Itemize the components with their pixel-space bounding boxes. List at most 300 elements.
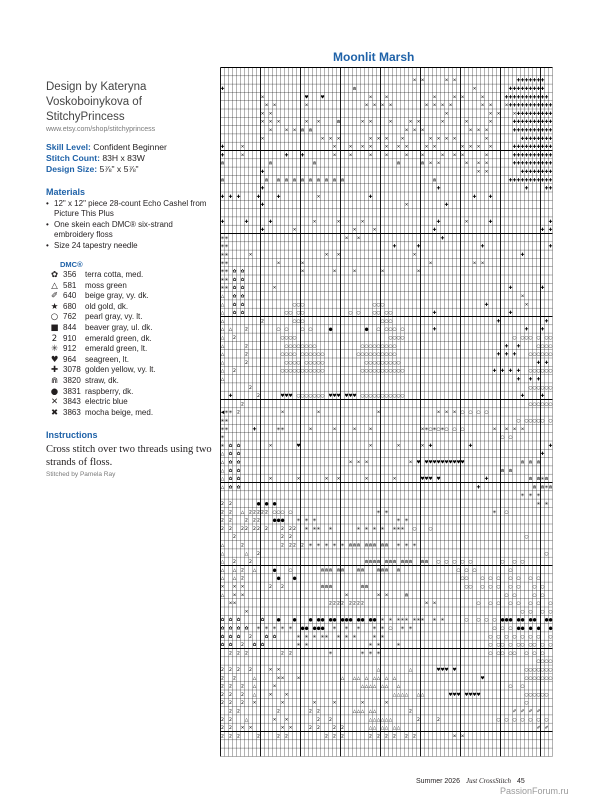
circle-symbol: ○ bbox=[520, 717, 525, 723]
legend-floss-number: 3831 bbox=[63, 386, 81, 396]
two-symbol: 2 bbox=[289, 535, 292, 541]
heart-symbol: ♥ bbox=[440, 667, 445, 673]
triangle-symbol: △ bbox=[220, 294, 225, 300]
asterisk-symbol: ✳ bbox=[272, 626, 277, 632]
two-symbol: 2 bbox=[281, 584, 284, 590]
two-symbol: 2 bbox=[237, 651, 240, 657]
asterisk-symbol: ✳ bbox=[276, 427, 281, 433]
cross-symbol: ✕ bbox=[444, 78, 449, 84]
plus-symbol: ✚ bbox=[524, 128, 529, 134]
materials-item: • 12" x 12" piece 28-count Echo Cashel from Picture This Plus bbox=[46, 199, 214, 220]
circle-symbol: ○ bbox=[528, 402, 533, 408]
cross-symbol: ✕ bbox=[272, 103, 277, 109]
circle-symbol: ○ bbox=[364, 369, 369, 375]
dot-symbol: ● bbox=[300, 626, 305, 632]
plus-symbol: ✚ bbox=[516, 344, 521, 350]
triangle-symbol: △ bbox=[384, 717, 389, 723]
plus-symbol: ✚ bbox=[520, 252, 525, 258]
legend-symbol: ✕ bbox=[50, 397, 59, 408]
flower-symbol: ✿ bbox=[228, 626, 233, 632]
asterisk-symbol: ✳ bbox=[416, 618, 421, 624]
plus-symbol: ✚ bbox=[540, 103, 545, 109]
two-symbol: 2 bbox=[257, 510, 260, 516]
circle-symbol: ○ bbox=[512, 335, 517, 341]
circle-symbol: ○ bbox=[320, 369, 325, 375]
asterisk-symbol: ✳ bbox=[224, 410, 229, 416]
plus-symbol: ✚ bbox=[472, 194, 477, 200]
circle-symbol: ○ bbox=[368, 352, 373, 358]
cross-symbol: ✕ bbox=[324, 477, 329, 483]
plus-symbol: ✚ bbox=[544, 169, 549, 175]
circle-symbol: ○ bbox=[320, 352, 325, 358]
triangle-symbol: △ bbox=[372, 676, 377, 682]
two-symbol: 2 bbox=[393, 734, 396, 740]
circle-symbol: ○ bbox=[528, 418, 533, 424]
asterisk-symbol: ✳ bbox=[312, 518, 317, 524]
cross-symbol: ✕ bbox=[268, 692, 273, 698]
designer-line: Voskoboinykova of bbox=[46, 96, 142, 108]
cross-symbol: ✕ bbox=[376, 410, 381, 416]
plus-symbol: ✚ bbox=[524, 153, 529, 159]
two-symbol: 2 bbox=[385, 734, 388, 740]
plus-symbol: ✚ bbox=[392, 244, 397, 250]
flower-symbol: ✿ bbox=[240, 269, 245, 275]
asterisk-symbol: ✳ bbox=[328, 526, 333, 532]
circle-symbol: ○ bbox=[540, 659, 545, 665]
cross-symbol: ✕ bbox=[384, 701, 389, 707]
circle-symbol: ○ bbox=[360, 369, 365, 375]
two-symbol: 2 bbox=[221, 684, 224, 690]
cross-symbol: ✕ bbox=[380, 103, 385, 109]
arch-symbol: ⋒ bbox=[364, 584, 369, 590]
arch-symbol: ⋒ bbox=[360, 568, 365, 574]
asterisk-symbol: ✳ bbox=[360, 651, 365, 657]
asterisk-symbol: ✳ bbox=[304, 634, 309, 640]
circle-symbol: ○ bbox=[532, 369, 537, 375]
legend-row bbox=[46, 291, 214, 302]
heart-symbol: ♥ bbox=[476, 692, 481, 698]
arch-symbol: ⋒ bbox=[392, 560, 397, 566]
pencil-symbol: ✐ bbox=[536, 726, 541, 732]
asterisk-symbol: ✳ bbox=[396, 518, 401, 524]
circle-symbol: ○ bbox=[528, 601, 533, 607]
two-symbol: 2 bbox=[245, 352, 248, 358]
circle-symbol: ○ bbox=[536, 344, 541, 350]
flower-symbol: ✿ bbox=[232, 269, 237, 275]
spec-value: 83H x 83W bbox=[102, 153, 145, 163]
asterisk-symbol: ✳ bbox=[296, 634, 301, 640]
circle-symbol: ○ bbox=[540, 651, 545, 657]
asterisk-symbol: ✳ bbox=[324, 543, 329, 549]
cross-symbol: ✕ bbox=[504, 103, 509, 109]
asterisk-symbol: ✳ bbox=[332, 626, 337, 632]
circle-symbol: ○ bbox=[536, 402, 541, 408]
arch-symbol: ⋒ bbox=[376, 568, 381, 574]
dot-symbol: ● bbox=[264, 501, 269, 507]
cross-symbol: ✕ bbox=[348, 460, 353, 466]
two-symbol: 2 bbox=[233, 560, 236, 566]
dot-symbol: ● bbox=[276, 518, 281, 524]
heart-symbol: ♥ bbox=[448, 692, 453, 698]
legend-symbol: ● bbox=[50, 386, 59, 397]
triangle-symbol: △ bbox=[220, 560, 225, 566]
flower-symbol: ✿ bbox=[236, 618, 241, 624]
cross-symbol: ✕ bbox=[492, 427, 497, 433]
cross-symbol: ✕ bbox=[368, 153, 373, 159]
dot-symbol: ● bbox=[368, 618, 373, 624]
circle-symbol: ○ bbox=[444, 560, 449, 566]
legend-floss-number: 3078 bbox=[63, 365, 81, 375]
plus-symbol: ✚ bbox=[548, 443, 553, 449]
two-symbol: 2 bbox=[377, 734, 380, 740]
plus-symbol: ✚ bbox=[528, 128, 533, 134]
cross-symbol: ✕ bbox=[360, 120, 365, 126]
cross-symbol: ✕ bbox=[336, 477, 341, 483]
triangle-symbol: △ bbox=[416, 692, 421, 698]
arch-symbol: ⋒ bbox=[352, 86, 357, 92]
arch-symbol: ⋒ bbox=[320, 568, 325, 574]
dot-symbol: ● bbox=[304, 626, 309, 632]
arch-symbol: ⋒ bbox=[276, 178, 281, 184]
circle-symbol: ○ bbox=[380, 394, 385, 400]
plus-symbol: ✚ bbox=[260, 169, 265, 175]
cross-symbol: ✕ bbox=[232, 584, 237, 590]
triangle-symbol: △ bbox=[384, 676, 389, 682]
triangle-symbol: △ bbox=[388, 717, 393, 723]
cross-symbol: ✕ bbox=[436, 410, 441, 416]
dot-symbol: ● bbox=[272, 568, 277, 574]
circle-symbol: ○ bbox=[540, 352, 545, 358]
circle-symbol: ○ bbox=[364, 394, 369, 400]
legend-color-name: emerald green, dk. bbox=[85, 333, 152, 343]
cross-symbol: ✕ bbox=[352, 427, 357, 433]
arch-symbol: ⋒ bbox=[400, 560, 405, 566]
triangle-symbol: △ bbox=[220, 344, 225, 350]
arch-symbol: ⋒ bbox=[324, 568, 329, 574]
cross-symbol: ✕ bbox=[240, 153, 245, 159]
page-footer bbox=[416, 777, 525, 785]
two-symbol: 2 bbox=[221, 701, 224, 707]
asterisk-symbol: ✳ bbox=[220, 443, 225, 449]
cross-symbol: ✕ bbox=[248, 726, 253, 732]
circle-symbol: ○ bbox=[512, 634, 517, 640]
circle-symbol: ○ bbox=[288, 352, 293, 358]
cross-symbol: ✕ bbox=[524, 302, 529, 308]
circle-symbol: ○ bbox=[520, 335, 525, 341]
two-symbol: 2 bbox=[253, 518, 256, 524]
asterisk-symbol: ✳ bbox=[352, 634, 357, 640]
circle-symbol: ○ bbox=[304, 344, 309, 350]
circle-symbol: ○ bbox=[288, 360, 293, 366]
arch-symbol: ⋒ bbox=[544, 477, 549, 483]
plus-symbol: ✚ bbox=[512, 178, 517, 184]
legend-row bbox=[46, 270, 214, 281]
plus-symbol: ✚ bbox=[524, 161, 529, 167]
dot-symbol: ● bbox=[364, 327, 369, 333]
cross-symbol: ✕ bbox=[280, 676, 285, 682]
circle-symbol: ○ bbox=[496, 601, 501, 607]
pencil-symbol: ✐ bbox=[520, 709, 525, 715]
legend-floss-number: 762 bbox=[63, 312, 77, 322]
legend-row bbox=[46, 408, 214, 419]
asterisk-symbol: ✳ bbox=[224, 252, 229, 258]
triangle-symbol: △ bbox=[368, 717, 373, 723]
designer-url[interactable]: www.etsy.com/shop/stitchyprincess bbox=[46, 126, 156, 133]
cross-symbol: ✕ bbox=[488, 111, 493, 117]
two-symbol: 2 bbox=[221, 501, 224, 507]
plus-symbol: ✚ bbox=[520, 136, 525, 142]
plus-symbol: ✚ bbox=[536, 145, 541, 151]
circle-symbol: ○ bbox=[528, 676, 533, 682]
plus-symbol: ✚ bbox=[548, 120, 553, 126]
cross-symbol: ✕ bbox=[460, 153, 465, 159]
triangle-symbol: △ bbox=[396, 692, 401, 698]
plus-symbol: ✚ bbox=[548, 103, 553, 109]
circle-symbol: ○ bbox=[292, 344, 297, 350]
cross-symbol: ✕ bbox=[264, 103, 269, 109]
circle-symbol: ○ bbox=[532, 385, 537, 391]
asterisk-symbol: ✳ bbox=[220, 269, 225, 275]
heart-symbol: ♥ bbox=[452, 460, 457, 466]
heart-symbol: ♥ bbox=[328, 394, 333, 400]
cross-symbol: ✕ bbox=[344, 593, 349, 599]
flower-symbol: ✿ bbox=[232, 311, 237, 317]
arch-symbol: ⋒ bbox=[372, 543, 377, 549]
circle-symbol: ○ bbox=[544, 717, 549, 723]
left-column bbox=[46, 80, 214, 478]
two-symbol: 2 bbox=[289, 526, 292, 532]
two-symbol: 2 bbox=[293, 543, 296, 549]
legend-color-name: golden yellow, vy. lt. bbox=[85, 365, 156, 375]
plus-symbol: ✚ bbox=[236, 194, 241, 200]
plus-symbol: ✚ bbox=[524, 78, 529, 84]
legend-row bbox=[46, 312, 214, 323]
asterisk-symbol: ✳ bbox=[520, 493, 525, 499]
triangle-symbol: △ bbox=[368, 726, 373, 732]
triangle-symbol: △ bbox=[220, 452, 225, 458]
plus-symbol: ✚ bbox=[504, 95, 509, 101]
cross-symbol: ✕ bbox=[272, 717, 277, 723]
circle-symbol: ○ bbox=[280, 352, 285, 358]
dot-symbol: ● bbox=[544, 618, 549, 624]
circle-symbol: ○ bbox=[436, 427, 441, 433]
two-symbol: 2 bbox=[249, 667, 252, 673]
circle-symbol: ○ bbox=[504, 593, 509, 599]
circle-symbol: ○ bbox=[496, 643, 501, 649]
heart-symbol: ♥ bbox=[344, 394, 349, 400]
circle-symbol: ○ bbox=[548, 344, 553, 350]
two-symbol: 2 bbox=[245, 651, 248, 657]
circle-symbol: ○ bbox=[508, 651, 513, 657]
dot-symbol: ● bbox=[292, 618, 297, 624]
plus-symbol: ✚ bbox=[536, 111, 541, 117]
dot-symbol: ● bbox=[532, 618, 537, 624]
spec-key: Skill Level: bbox=[46, 142, 91, 152]
heart-symbol: ♥ bbox=[456, 460, 461, 466]
cross-symbol: ✕ bbox=[276, 261, 281, 267]
circle-symbol: ○ bbox=[532, 667, 537, 673]
asterisk-symbol: ✳ bbox=[224, 427, 229, 433]
circle-symbol: ○ bbox=[508, 601, 513, 607]
circle-symbol: ○ bbox=[292, 369, 297, 375]
cross-symbol: ✕ bbox=[420, 427, 425, 433]
legend-color-name: seagreen, lt. bbox=[85, 354, 130, 364]
circle-symbol: ○ bbox=[304, 394, 309, 400]
triangle-symbol: △ bbox=[376, 717, 381, 723]
plus-symbol: ✚ bbox=[540, 78, 545, 84]
circle-symbol: ○ bbox=[384, 344, 389, 350]
plus-symbol: ✚ bbox=[520, 103, 525, 109]
flower-symbol: ✿ bbox=[236, 460, 241, 466]
triangle-symbol: △ bbox=[220, 377, 225, 383]
dot-symbol: ● bbox=[536, 626, 541, 632]
circle-symbol: ○ bbox=[300, 302, 305, 308]
arch-symbol: ⋒ bbox=[536, 477, 541, 483]
arch-symbol: ⋒ bbox=[420, 161, 425, 167]
two-symbol: 2 bbox=[309, 709, 312, 715]
two-symbol: 2 bbox=[417, 717, 420, 723]
asterisk-symbol: ✳ bbox=[324, 634, 329, 640]
two-symbol: 2 bbox=[361, 601, 364, 607]
circle-symbol: ○ bbox=[544, 352, 549, 358]
circle-symbol: ○ bbox=[516, 643, 521, 649]
plus-symbol: ✚ bbox=[220, 219, 225, 225]
heart-symbol: ♥ bbox=[452, 692, 457, 698]
arch-symbol: ⋒ bbox=[364, 543, 369, 549]
triangle-symbol: △ bbox=[340, 676, 345, 682]
arch-symbol: ⋒ bbox=[528, 477, 533, 483]
two-symbol: 2 bbox=[241, 526, 244, 532]
plus-symbol: ✚ bbox=[544, 161, 549, 167]
flower-symbol: ✿ bbox=[240, 311, 245, 317]
circle-symbol: ○ bbox=[536, 385, 541, 391]
triangle-symbol: △ bbox=[220, 335, 225, 341]
plus-symbol: ✚ bbox=[544, 120, 549, 126]
circle-symbol: ○ bbox=[516, 584, 521, 590]
circle-symbol: ○ bbox=[308, 360, 313, 366]
plus-symbol: ✚ bbox=[516, 86, 521, 92]
circle-symbol: ○ bbox=[524, 651, 529, 657]
circle-symbol: ○ bbox=[528, 385, 533, 391]
designer-line: StitchyPrincess bbox=[46, 111, 125, 123]
asterisk-symbol: ✳ bbox=[220, 286, 225, 292]
two-symbol: 2 bbox=[221, 676, 224, 682]
circle-symbol: ○ bbox=[540, 584, 545, 590]
circle-symbol: ○ bbox=[528, 634, 533, 640]
arch-symbol: ⋒ bbox=[320, 584, 325, 590]
materials-list bbox=[46, 199, 214, 251]
plus-symbol: ✚ bbox=[520, 169, 525, 175]
plus-symbol: ✚ bbox=[512, 103, 517, 109]
cross-symbol: ✕ bbox=[244, 609, 249, 615]
plus-symbol: ✚ bbox=[512, 352, 517, 358]
cross-symbol: ✕ bbox=[336, 136, 341, 142]
flower-symbol: ✿ bbox=[260, 643, 265, 649]
dot-symbol: ● bbox=[272, 501, 277, 507]
circle-symbol: ○ bbox=[444, 427, 449, 433]
cross-symbol: ✕ bbox=[332, 701, 337, 707]
cross-symbol: ✕ bbox=[416, 269, 421, 275]
cross-symbol: ✕ bbox=[424, 103, 429, 109]
circle-symbol: ○ bbox=[512, 717, 517, 723]
circle-symbol: ○ bbox=[288, 510, 293, 516]
spec-skill bbox=[46, 142, 214, 153]
dot-symbol: ● bbox=[320, 618, 325, 624]
asterisk-symbol: ✳ bbox=[380, 626, 385, 632]
plus-symbol: ✚ bbox=[520, 128, 525, 134]
two-symbol: 2 bbox=[241, 643, 244, 649]
circle-symbol: ○ bbox=[308, 327, 313, 333]
triangle-symbol: △ bbox=[360, 709, 365, 715]
heart-symbol: ♥ bbox=[452, 667, 457, 673]
two-symbol: 2 bbox=[233, 335, 236, 341]
heart-symbol: ♥ bbox=[296, 443, 301, 449]
cross-symbol: ✕ bbox=[400, 136, 405, 142]
two-symbol: 2 bbox=[265, 526, 268, 532]
two-symbol: 2 bbox=[329, 717, 332, 723]
two-symbol: 2 bbox=[353, 601, 356, 607]
circle-symbol: ○ bbox=[536, 352, 541, 358]
circle-symbol: ○ bbox=[528, 369, 533, 375]
circle-symbol: ○ bbox=[384, 352, 389, 358]
circle-symbol: ○ bbox=[308, 352, 313, 358]
plus-symbol: ✚ bbox=[532, 169, 537, 175]
asterisk-symbol: ✳ bbox=[396, 543, 401, 549]
circle-symbol: ○ bbox=[500, 643, 505, 649]
flower-symbol: ✿ bbox=[244, 626, 249, 632]
cross-symbol: ✕ bbox=[296, 477, 301, 483]
arch-symbol: ⋒ bbox=[388, 560, 393, 566]
circle-symbol: ○ bbox=[548, 402, 553, 408]
heart-symbol: ♥ bbox=[428, 477, 433, 483]
circle-symbol: ○ bbox=[524, 701, 529, 707]
circle-symbol: ○ bbox=[500, 651, 505, 657]
pencil-symbol: ✐ bbox=[544, 726, 549, 732]
cross-symbol: ✕ bbox=[444, 136, 449, 142]
circle-symbol: ○ bbox=[284, 335, 289, 341]
plus-symbol: ✚ bbox=[504, 344, 509, 350]
circle-symbol: ○ bbox=[308, 369, 313, 375]
two-symbol: 2 bbox=[277, 709, 280, 715]
circle-symbol: ○ bbox=[388, 335, 393, 341]
cross-symbol: ✕ bbox=[512, 427, 517, 433]
legend-floss-number: 910 bbox=[63, 333, 77, 343]
two-symbol: 2 bbox=[257, 526, 260, 532]
dot-symbol: ● bbox=[548, 626, 553, 632]
circle-symbol: ○ bbox=[280, 510, 285, 516]
circle-symbol: ○ bbox=[540, 344, 545, 350]
circle-symbol: ○ bbox=[292, 360, 297, 366]
cross-symbol: ✕ bbox=[520, 294, 525, 300]
two-symbol: 2 bbox=[329, 601, 332, 607]
plus-symbol: ✚ bbox=[508, 95, 513, 101]
circle-symbol: ○ bbox=[384, 360, 389, 366]
circle-symbol: ○ bbox=[364, 344, 369, 350]
circle-symbol: ○ bbox=[540, 402, 545, 408]
circle-symbol: ○ bbox=[368, 369, 373, 375]
circle-symbol: ○ bbox=[468, 584, 473, 590]
legend-row bbox=[46, 334, 214, 345]
cross-symbol: ✕ bbox=[428, 161, 433, 167]
legend-floss-number: 680 bbox=[63, 301, 77, 311]
plus-symbol: ✚ bbox=[528, 145, 533, 151]
circle-symbol: ○ bbox=[480, 584, 485, 590]
plus-symbol: ✚ bbox=[244, 219, 249, 225]
two-symbol: 2 bbox=[237, 734, 240, 740]
dot-symbol: ● bbox=[520, 618, 525, 624]
circle-symbol: ○ bbox=[300, 327, 305, 333]
triangle-symbol: △ bbox=[220, 576, 225, 582]
